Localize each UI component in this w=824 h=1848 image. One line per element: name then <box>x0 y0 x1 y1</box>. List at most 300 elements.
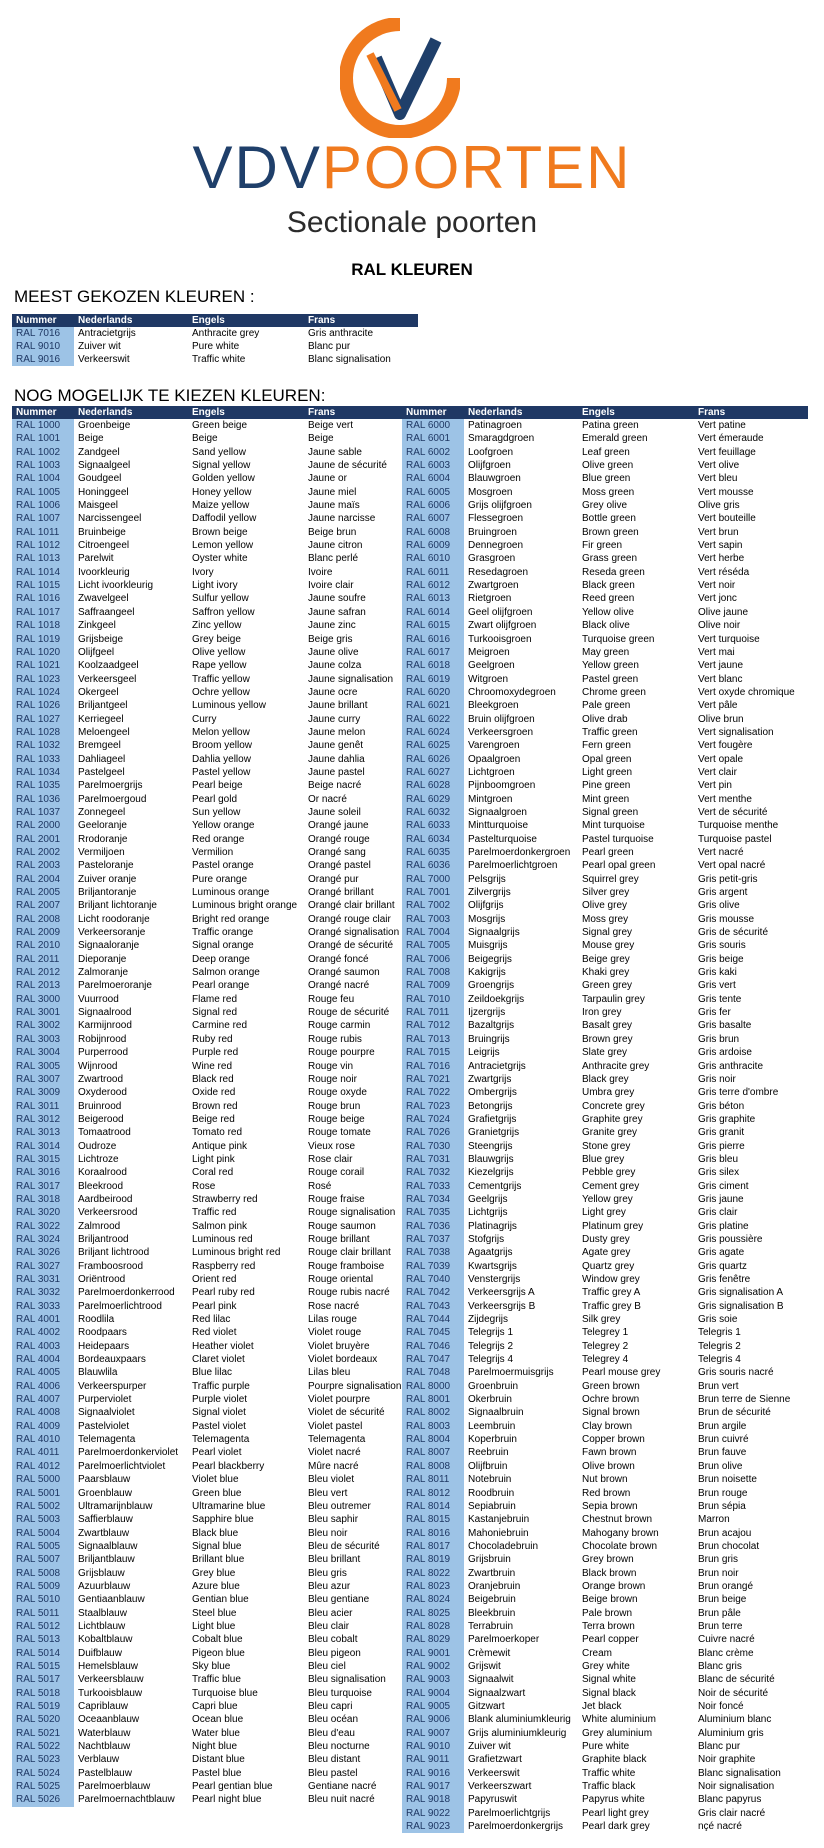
col-dutch-cell: Capriblauw <box>78 1701 129 1712</box>
col-dutch-cell: Robijnrood <box>78 1033 127 1045</box>
table-row <box>402 753 808 766</box>
table-row <box>402 1100 808 1113</box>
table-row <box>12 833 418 846</box>
col-french-cell: Vert opal nacré <box>698 860 766 872</box>
col-dutch-cell: Pelsgrijs <box>468 873 506 885</box>
table-row <box>12 1166 418 1179</box>
table-row <box>12 1473 418 1486</box>
table-row <box>402 1700 808 1713</box>
col-dutch-cell: Dahliageel <box>78 753 126 765</box>
col-dutch-cell: Zalmrood <box>78 1220 121 1232</box>
col-dutch-cell: Zwartrood <box>78 1073 124 1085</box>
table-row <box>402 1793 808 1806</box>
col-dutch-cell: Karmijnrood <box>78 1020 132 1032</box>
table-row <box>12 1767 418 1780</box>
col-number-cell: RAL 1018 <box>12 619 74 632</box>
col-french-cell: Telegris 4 <box>698 1354 741 1366</box>
table-row <box>12 1300 418 1313</box>
table-row <box>402 1406 808 1419</box>
table-row <box>402 472 808 485</box>
col-french-cell: Vert sapin <box>698 540 743 552</box>
header-col-english: Engels <box>188 406 304 419</box>
other-heading: NOG MOGELIJK TE KIEZEN KLEUREN: <box>14 386 326 405</box>
col-number-cell: RAL 6028 <box>402 779 464 792</box>
col-english-cell: Yellow green <box>582 660 639 672</box>
col-english-cell: Turquoise blue <box>192 1687 258 1699</box>
col-english-cell: Bright red orange <box>192 913 270 925</box>
col-english-cell: Concrete grey <box>582 1100 645 1112</box>
col-french-cell: Vert turquoise <box>698 633 760 645</box>
col-dutch-cell: Rietgroen <box>468 593 512 605</box>
col-english-cell: Traffic black <box>582 1781 636 1793</box>
table-row <box>12 1326 418 1339</box>
col-number-cell: RAL 6010 <box>402 552 464 565</box>
col-english-cell: Umbra grey <box>582 1087 635 1099</box>
col-english-cell: Ochre yellow <box>192 686 250 698</box>
table-row <box>12 1740 418 1753</box>
col-english-cell: Signal green <box>582 806 639 818</box>
table-row <box>12 1393 418 1406</box>
col-dutch-cell: Mahoniebruin <box>468 1527 529 1539</box>
col-number-cell: RAL 7030 <box>402 1140 464 1153</box>
col-english-cell: Pastel violet <box>192 1420 246 1432</box>
col-english-cell: Moss green <box>582 486 635 498</box>
table-row <box>12 1660 418 1673</box>
col-dutch-cell: Bruin olijfgroen <box>468 713 535 725</box>
col-number-cell: RAL 7021 <box>402 1073 464 1086</box>
col-dutch-cell: Briljantoranje <box>78 887 137 899</box>
col-english-cell: Signal red <box>192 1007 238 1019</box>
table-row <box>12 526 418 539</box>
col-dutch-cell: Rrodoranje <box>78 833 128 845</box>
table-row <box>12 673 418 686</box>
col-french-cell: Gris de sécurité <box>698 927 769 939</box>
col-number-cell: RAL 5001 <box>12 1487 74 1500</box>
col-english-cell: Silver grey <box>582 887 630 899</box>
col-english-cell: Signal black <box>582 1687 636 1699</box>
col-english-cell: Traffic grey A <box>582 1287 641 1299</box>
col-english-cell: Nut brown <box>582 1474 628 1486</box>
col-english-cell: Pure white <box>582 1741 630 1753</box>
col-french-cell: Gris soie <box>698 1314 738 1326</box>
col-number-cell: RAL 6022 <box>402 713 464 726</box>
col-french-cell: Vert pâle <box>698 700 738 712</box>
table-row <box>12 966 418 979</box>
col-french-cell: Brun fauve <box>698 1447 747 1459</box>
col-dutch-cell: Betongrijs <box>468 1100 513 1112</box>
col-french-cell: Rouge de sécurité <box>308 1007 390 1019</box>
col-number-cell: RAL 1001 <box>12 432 74 445</box>
col-number-cell: RAL 7048 <box>402 1366 464 1379</box>
col-english-cell: Graphite black <box>582 1754 647 1766</box>
table-row <box>402 726 808 739</box>
col-french-cell: Violet nacré <box>308 1447 361 1459</box>
col-dutch-cell: Blauwgrijs <box>468 1153 514 1165</box>
table-row <box>12 1153 418 1166</box>
col-english-cell: Capri blue <box>192 1701 238 1712</box>
col-english-cell: Pure orange <box>192 873 248 885</box>
table-row <box>402 1113 808 1126</box>
col-dutch-cell: Notebruin <box>468 1474 512 1486</box>
col-number-cell: RAL 8004 <box>402 1433 464 1446</box>
col-number-cell: RAL 3031 <box>12 1273 74 1286</box>
col-number-cell: RAL 5024 <box>12 1767 74 1780</box>
col-dutch-cell: Koolzaadgeel <box>78 660 139 672</box>
col-french-cell: Jaune genêt <box>308 740 364 752</box>
col-french-cell: Vert émeraude <box>698 433 764 445</box>
col-french-cell: Lilas bleu <box>308 1367 351 1379</box>
col-number-cell: RAL 7040 <box>402 1273 464 1286</box>
col-number-cell: RAL 6015 <box>402 619 464 632</box>
table-row <box>12 1540 418 1553</box>
col-english-cell: Cobalt blue <box>192 1634 243 1646</box>
col-number-cell: RAL 5023 <box>12 1753 74 1766</box>
col-dutch-cell: Muisgrijs <box>468 940 508 952</box>
table-row <box>12 459 418 472</box>
col-number-cell: RAL 9003 <box>402 1673 464 1686</box>
col-english-cell: Steel blue <box>192 1607 237 1619</box>
col-number-cell: RAL 4006 <box>12 1380 74 1393</box>
col-french-cell: Or nacré <box>308 793 347 805</box>
col-french-cell: Vert de sécurité <box>698 806 768 818</box>
col-french-cell: Vert pin <box>698 780 732 792</box>
col-english-cell: Traffic grey B <box>582 1300 641 1312</box>
col-french-cell: Mûre nacré <box>308 1460 359 1472</box>
col-dutch-cell: Granietgrijs <box>468 1127 520 1139</box>
col-number-cell: RAL 1014 <box>12 566 74 579</box>
col-french-cell: Rouge fraise <box>308 1193 365 1205</box>
col-dutch-cell: Kerriegeel <box>78 713 124 725</box>
col-dutch-cell: Verkeersgroen <box>468 726 534 738</box>
col-dutch-cell: Ijzergrijs <box>468 1007 506 1019</box>
col-english-cell: Platinum grey <box>582 1220 644 1232</box>
col-number-cell: RAL 5010 <box>12 1593 74 1606</box>
col-english-cell: Black grey <box>582 1073 629 1085</box>
col-dutch-cell: Nachtblauw <box>78 1741 131 1753</box>
table-row <box>402 793 808 806</box>
table-row <box>402 966 808 979</box>
col-dutch-cell: Zijdegrijs <box>468 1314 509 1326</box>
col-dutch-cell: Lichtroze <box>78 1153 119 1165</box>
table-row <box>12 1753 418 1766</box>
table-row <box>12 539 418 552</box>
table-row <box>402 459 808 472</box>
col-dutch-cell: Grijsblauw <box>78 1567 125 1579</box>
col-number-cell: RAL 2012 <box>12 966 74 979</box>
col-english-cell: Tarpaulin grey <box>582 993 645 1005</box>
table-row <box>402 846 808 859</box>
col-french-cell: Bleu cobalt <box>308 1634 358 1646</box>
col-dutch-cell: Okergeel <box>78 686 119 698</box>
col-dutch-cell: Verkeersgrijs A <box>468 1287 535 1299</box>
col-english-cell: Pearl dark grey <box>582 1821 650 1833</box>
col-french-cell: Vert mai <box>698 646 735 658</box>
table-row <box>402 779 808 792</box>
col-english-cell: Cream <box>582 1647 613 1659</box>
col-french-cell: Brun beige <box>698 1594 747 1606</box>
col-number-cell: RAL 4011 <box>12 1446 74 1459</box>
col-english-cell: Pigeon blue <box>192 1647 245 1659</box>
col-dutch-cell: Kakigrijs <box>468 967 506 979</box>
table-row <box>12 846 418 859</box>
col-french-cell: Jaune miel <box>308 486 357 498</box>
col-dutch-cell: Witgroen <box>468 673 509 685</box>
table-row <box>12 979 418 992</box>
table-row <box>12 327 418 340</box>
col-dutch-cell: Zwavelgeel <box>78 593 129 605</box>
col-french-cell: Gris clair nacré <box>698 1807 766 1819</box>
col-dutch-cell: Framboosrood <box>78 1260 144 1272</box>
col-number-cell: RAL 7034 <box>402 1193 464 1206</box>
col-french-cell: Bleu ciel <box>308 1660 346 1672</box>
col-english-cell: Pebble grey <box>582 1167 636 1179</box>
col-number-cell: RAL 9017 <box>402 1780 464 1793</box>
col-number-cell: RAL 9018 <box>402 1793 464 1806</box>
col-english-cell: Luminous yellow <box>192 700 266 712</box>
col-english-cell: Ultramarine blue <box>192 1500 266 1512</box>
col-french-cell: Rouge noir <box>308 1073 357 1085</box>
col-french-cell: Jaune sable <box>308 446 362 458</box>
col-number-cell: RAL 3033 <box>12 1300 74 1313</box>
col-english-cell: Salmon pink <box>192 1220 248 1232</box>
col-english-cell: Grey blue <box>192 1567 236 1579</box>
col-english-cell: Traffic white <box>582 1767 636 1779</box>
col-french-cell: Jaune colza <box>308 660 362 672</box>
col-english-cell: Reed green <box>582 593 635 605</box>
col-dutch-cell: Zalmoranje <box>78 967 129 979</box>
col-number-cell: RAL 1035 <box>12 779 74 792</box>
col-english-cell: Khaki grey <box>582 967 630 979</box>
col-french-cell: Gris ardoise <box>698 1047 752 1059</box>
col-english-cell: Strawberry red <box>192 1193 258 1205</box>
col-french-cell: Brun chocolat <box>698 1540 760 1552</box>
table-row <box>12 1713 418 1726</box>
col-dutch-cell: Beigerood <box>78 1113 124 1125</box>
col-english-cell: Brown grey <box>582 1033 633 1045</box>
col-english-cell: Pearl beige <box>192 780 243 792</box>
col-french-cell: Bleu acier <box>308 1607 353 1619</box>
col-number-cell: RAL 6035 <box>402 846 464 859</box>
col-english-cell: Distant blue <box>192 1754 245 1766</box>
col-french-cell: Rouge corail <box>308 1167 365 1179</box>
col-number-cell: RAL 1004 <box>12 472 74 485</box>
col-number-cell: RAL 5015 <box>12 1660 74 1673</box>
col-number-cell: RAL 1016 <box>12 592 74 605</box>
col-french-cell: Jaune olive <box>308 646 359 658</box>
col-number-cell: RAL 3007 <box>12 1073 74 1086</box>
col-number-cell: RAL 6017 <box>402 646 464 659</box>
col-number-cell: RAL 6003 <box>402 459 464 472</box>
col-french-cell: Marron <box>698 1514 730 1526</box>
col-dutch-cell: Zuiver wit <box>78 341 121 352</box>
col-number-cell: RAL 7013 <box>402 1033 464 1046</box>
col-dutch-cell: Bruingroen <box>468 526 517 538</box>
col-number-cell: RAL 1019 <box>12 633 74 646</box>
table-row <box>402 1673 808 1686</box>
table-row <box>402 419 808 432</box>
table-row <box>402 592 808 605</box>
col-french-cell: Jaune ocre <box>308 686 358 698</box>
table-row <box>12 913 418 926</box>
col-dutch-cell: Parelmoerdonkerrood <box>78 1287 175 1299</box>
table-row <box>12 353 418 366</box>
table-row <box>402 926 808 939</box>
col-english-cell: Gentian blue <box>192 1594 249 1606</box>
table-row <box>402 1713 808 1726</box>
table-row <box>12 1513 418 1526</box>
col-english-cell: Pearl ruby red <box>192 1287 255 1299</box>
header-col-number: Nummer <box>12 406 74 419</box>
col-french-cell: Brun acajou <box>698 1527 752 1539</box>
col-number-cell: RAL 7038 <box>402 1246 464 1259</box>
col-english-cell: Jet black <box>582 1701 622 1712</box>
col-dutch-cell: Verkeersgrijs B <box>468 1300 536 1312</box>
col-french-cell: Rouge vin <box>308 1060 354 1072</box>
col-french-cell: nçé nacré <box>698 1821 742 1833</box>
table-row <box>12 1593 418 1606</box>
col-dutch-cell: Bremgeel <box>78 740 121 752</box>
col-english-cell: Red brown <box>582 1487 631 1499</box>
col-dutch-cell: Briljant lichtrood <box>78 1247 150 1259</box>
table-row <box>12 686 418 699</box>
brand-tagline: Sectionale poorten <box>286 206 538 239</box>
col-english-cell: Brown red <box>192 1100 238 1112</box>
col-english-cell: Moss grey <box>582 913 629 925</box>
col-english-cell: Terra brown <box>582 1620 635 1632</box>
col-number-cell: RAL 6033 <box>402 819 464 832</box>
col-dutch-cell: Okerbruin <box>468 1394 512 1406</box>
col-dutch-cell: Ultramarijnblauw <box>78 1500 153 1512</box>
col-french-cell: Vert nacré <box>698 847 744 858</box>
col-dutch-cell: Turkooisgroen <box>468 633 532 645</box>
col-french-cell: Violet pastel <box>308 1420 363 1432</box>
col-number-cell: RAL 7016 <box>402 1060 464 1073</box>
col-dutch-cell: Licht roodoranje <box>78 913 150 925</box>
col-english-cell: Vermilion <box>192 847 234 858</box>
col-french-cell: Telegris 1 <box>698 1327 741 1339</box>
table-row <box>12 873 418 886</box>
col-english-cell: Traffic white <box>192 354 246 365</box>
col-french-cell: Rouge saumon <box>308 1220 376 1232</box>
col-english-cell: Pale green <box>582 700 631 712</box>
col-english-cell: Oyster white <box>192 553 248 565</box>
col-number-cell: RAL 5003 <box>12 1513 74 1526</box>
col-english-cell: Patina green <box>582 420 639 431</box>
table-row <box>402 1740 808 1753</box>
col-english-cell: Red lilac <box>192 1314 231 1326</box>
table-row <box>402 1580 808 1593</box>
col-number-cell: RAL 5007 <box>12 1553 74 1566</box>
col-french-cell: Orangé clair brillant <box>308 900 395 912</box>
table-row <box>12 499 418 512</box>
table-row <box>12 713 418 726</box>
col-number-cell: RAL 6018 <box>402 659 464 672</box>
col-number-cell: RAL 5005 <box>12 1540 74 1553</box>
col-number-cell: RAL 1027 <box>12 713 74 726</box>
col-french-cell: Blanc pur <box>698 1741 741 1753</box>
table-row <box>402 859 808 872</box>
col-english-cell: Flame red <box>192 993 238 1005</box>
col-number-cell: RAL 6002 <box>402 446 464 459</box>
col-english-cell: Black green <box>582 580 635 592</box>
col-number-cell: RAL 9005 <box>402 1700 464 1713</box>
col-french-cell: Jaune brillant <box>308 700 368 712</box>
col-number-cell: RAL 7015 <box>402 1046 464 1059</box>
col-english-cell: Blue grey <box>582 1153 625 1165</box>
col-french-cell: Lilas rouge <box>308 1314 357 1326</box>
table-row <box>12 1193 418 1206</box>
col-number-cell: RAL 8024 <box>402 1593 464 1606</box>
col-french-cell: Rouge framboise <box>308 1260 385 1272</box>
popular-heading: MEEST GEKOZEN KLEUREN : <box>14 287 255 306</box>
table-row <box>402 1500 808 1513</box>
other-colors-table-left <box>12 406 418 1807</box>
col-dutch-cell: Cementgrijs <box>468 1180 522 1192</box>
col-dutch-cell: Turkooisblauw <box>78 1687 143 1699</box>
col-french-cell: Gris jaune <box>698 1193 744 1205</box>
table-row <box>402 713 808 726</box>
table-row <box>402 766 808 779</box>
col-french-cell: Gris clair <box>698 1207 738 1219</box>
col-french-cell: Brun vert <box>698 1380 739 1392</box>
col-french-cell: Bleu clair <box>308 1620 350 1632</box>
table-row <box>402 953 808 966</box>
col-english-cell: Traffic green <box>582 726 638 738</box>
col-french-cell: Gris ciment <box>698 1180 749 1192</box>
table-row <box>12 1180 418 1193</box>
table-row <box>402 646 808 659</box>
table-row <box>402 1286 808 1299</box>
col-english-cell: Agate grey <box>582 1247 631 1259</box>
col-french-cell: Bleu nuit nacré <box>308 1794 375 1806</box>
col-english-cell: Heather violet <box>192 1340 254 1352</box>
col-english-cell: Signal yellow <box>192 460 251 472</box>
col-french-cell: Bleu distant <box>308 1754 361 1766</box>
col-dutch-cell: Groengrijs <box>468 980 515 992</box>
table-row <box>402 446 808 459</box>
table-row <box>12 726 418 739</box>
table-row <box>402 1260 808 1273</box>
table-row <box>12 472 418 485</box>
col-french-cell: Turquoise menthe <box>698 820 779 832</box>
col-french-cell: Gris noir <box>698 1073 736 1085</box>
col-dutch-cell: Loofgroen <box>468 446 514 458</box>
col-dutch-cell: Purperrood <box>78 1047 129 1059</box>
table-row <box>12 1433 418 1446</box>
table-row <box>402 993 808 1006</box>
col-french-cell: Gris kaki <box>698 967 737 979</box>
col-french-cell: Orangé rouge <box>308 833 370 845</box>
col-french-cell: Vert signalisation <box>698 726 774 738</box>
table-row <box>12 1380 418 1393</box>
col-number-cell: RAL 2003 <box>12 859 74 872</box>
col-dutch-cell: Signaalrood <box>78 1007 132 1019</box>
col-number-cell: RAL 9011 <box>402 1753 464 1766</box>
col-english-cell: Ochre brown <box>582 1394 640 1406</box>
col-dutch-cell: Roodpaars <box>78 1327 127 1339</box>
col-english-cell: Blue lilac <box>192 1367 233 1379</box>
col-dutch-cell: Signaalblauw <box>78 1540 138 1552</box>
col-number-cell: RAL 1037 <box>12 806 74 819</box>
col-number-cell: RAL 2005 <box>12 886 74 899</box>
col-number-cell: RAL 1011 <box>12 526 74 539</box>
col-french-cell: Gris basalte <box>698 1020 752 1032</box>
col-dutch-cell: Bleekgroen <box>468 700 519 712</box>
col-dutch-cell: Saffierblauw <box>78 1514 133 1526</box>
col-english-cell: Reseda green <box>582 566 645 578</box>
col-number-cell: RAL 9002 <box>402 1660 464 1673</box>
col-number-cell: RAL 1024 <box>12 686 74 699</box>
